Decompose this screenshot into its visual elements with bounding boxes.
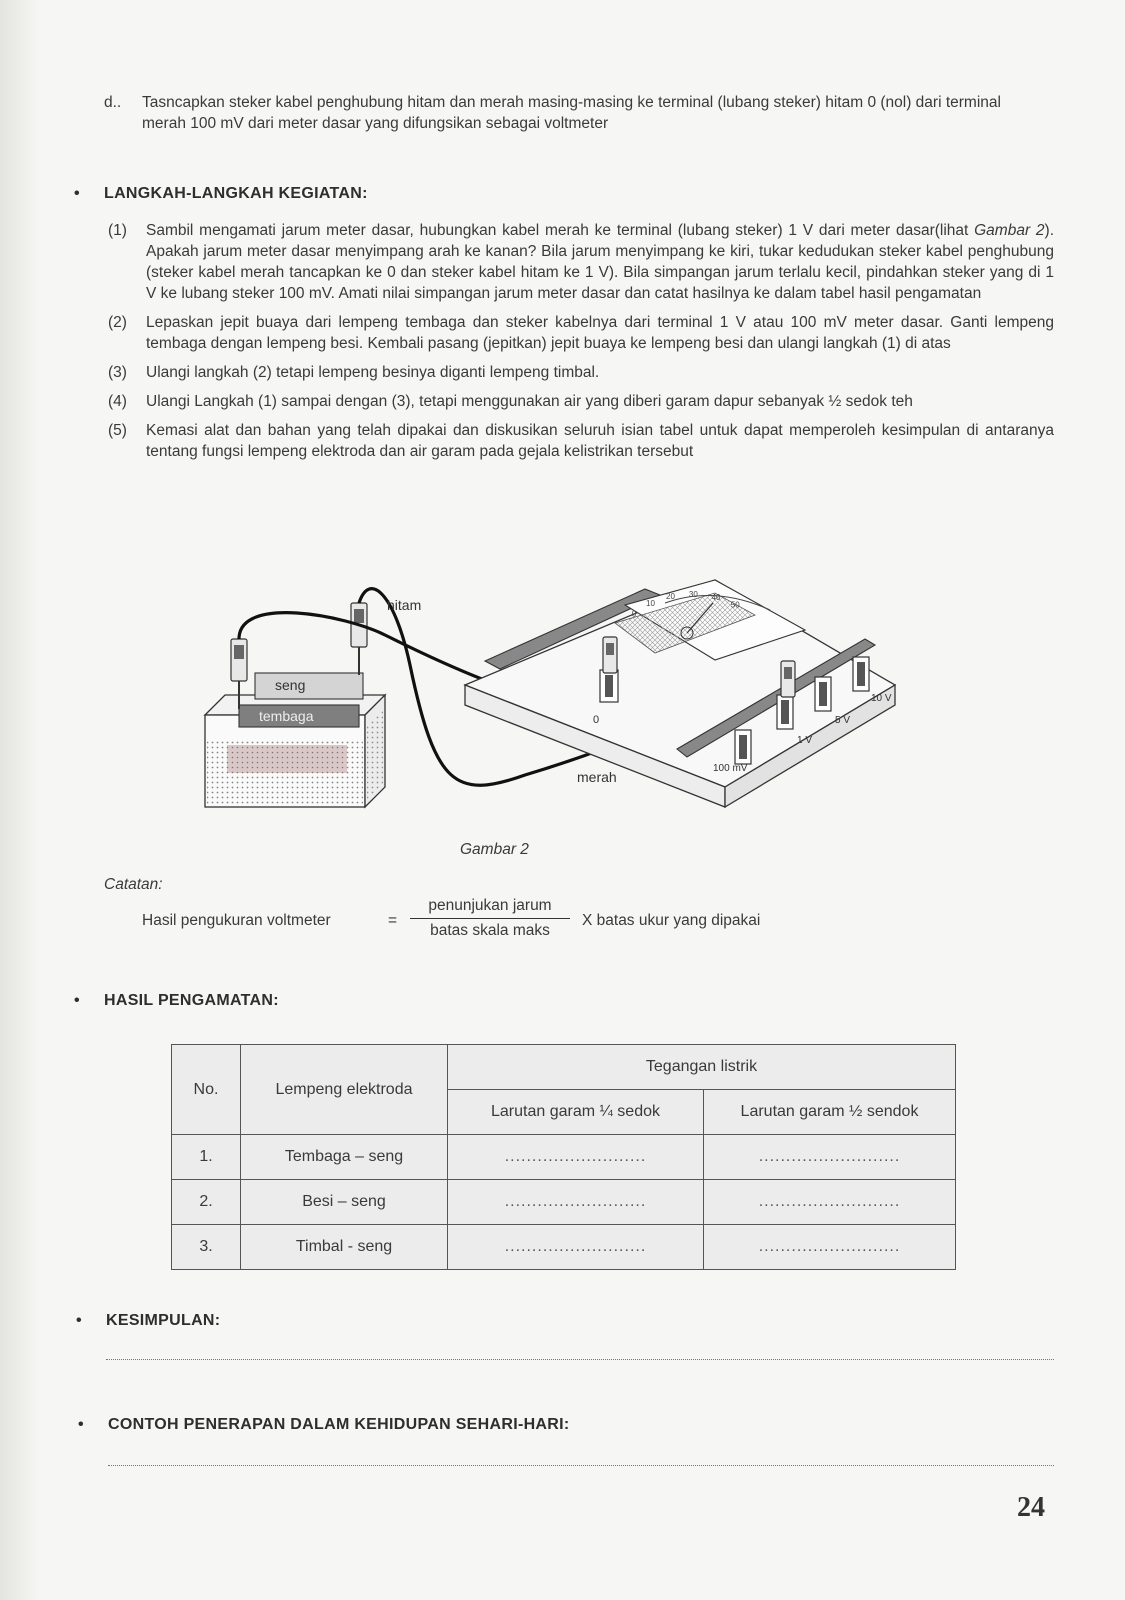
cell-v2[interactable]: .......................... [704,1180,956,1225]
table-row [172,1180,956,1225]
kesimpulan-heading-text: KESIMPULAN: [106,1312,221,1329]
figure-gambar-2 [195,575,915,835]
item-d-text: Tasncapkan steker kabel penghubung hitam dan merah masing-masing ke terminal (lubang steker) hitam 0 (nol) dari terminal merah 100 mV dari meter dasar yang difungsikan sebagai voltmeter [142,94,1001,132]
step-item [108,312,1054,354]
steps-list [108,220,1054,470]
cell-v1[interactable]: .......................... [448,1180,704,1225]
plug-red [781,661,795,697]
label-seng: seng [275,677,306,693]
bullet-dot: • [78,1416,84,1433]
penerapan-answer-line[interactable] [108,1464,1054,1466]
step-number: (1) [108,222,127,239]
cell-elektroda: Timbal - seng [241,1225,448,1270]
step-item [108,391,1054,412]
step-item [108,362,1054,383]
electrode-seng [255,673,363,699]
cell-no: 3. [172,1225,241,1270]
step-text [146,220,1054,304]
terminal-5v-label: 5 V [835,715,851,726]
formula-tail: X batas ukur yang dipakai [582,912,761,929]
col-sub-1: Larutan garam ¼ sedok [448,1090,704,1135]
bullet-dot: • [76,1312,82,1329]
bullet-dot: • [74,992,80,1009]
cell-v1[interactable]: .......................... [448,1135,704,1180]
meter-scale-label: 20 [666,592,675,602]
cell-no: 1. [172,1135,241,1180]
terminal-10v-label: 10 V [871,693,892,704]
plug-black [603,637,617,673]
cell-elektroda: Besi – seng [241,1180,448,1225]
step-text: Lepaskan jepit buaya dari lempeng tembaga dan steker kabelnya dari terminal 1 V atau 100 mV meter dasar. Ganti lempeng tembaga dengan lempeng besi. Kembali pasang (jepitkan) jepit buaya ke lempeng besi dan ulangi langkah (1) di atas [146,314,1054,352]
col-elektroda: Lempeng elektroda [241,1045,448,1135]
electrode-tembaga [239,705,359,727]
item-d [104,92,1049,134]
step-text: Ulangi langkah (2) tetapi lempeng besinya diganti lempeng timbal. [146,364,600,381]
kesimpulan-answer-line[interactable] [106,1358,1054,1360]
step-number: (2) [108,314,127,331]
item-d-marker: d.. [104,94,122,111]
label-hitam: hitam [387,597,422,613]
meter-scale-label: 30 [688,590,698,599]
page-number: 24 [1017,1492,1045,1523]
cell-elektroda: Tembaga – seng [241,1135,448,1180]
meter-scale-label: 10 [646,599,655,608]
step-text: Kemasi alat dan bahan yang telah dipakai dan diskusikan seluruh isian tabel untuk dapat memperoleh kesimpulan di antaranya tentang fungsi lempeng elektroda dan air garam pada gejala kelistrikan tersebut [146,422,1054,460]
result-table [171,1044,956,1270]
cell-v2[interactable]: .......................... [704,1135,956,1180]
label-merah: merah [577,769,617,785]
step-text-b: ). Apakah jarum meter dasar menyimpang arah ke kanan? Bila jarum menyimpang ke kiri, tukar kedudukan steker kabel penghubung (steker kabel merah tancapkan ke 0 dan steker kabel hitam ke 1 V). Bila simpangan jarum terlalu kecil, pindahkan steker yang di 1 V ke lubang steker 100 mV. Amati nilai simpangan jarum meter dasar dan catat hasilnya ke dalam tabel hasil pengamatan [146,222,1054,302]
label-tembaga: tembaga [259,708,314,724]
step-number: (3) [108,364,127,381]
meter-scale-label: 40 [711,593,721,602]
terminal-0-label: 0 [593,714,600,726]
formula-numerator: penunjukan jarum [410,897,570,919]
bullet-dot: • [74,185,80,202]
meter-scale-label: 50 [730,600,740,610]
table-row [172,1225,956,1270]
kesimpulan-heading [76,1312,221,1330]
formula-denominator: batas skala maks [430,922,550,939]
clip-right [351,603,367,675]
langkah-heading-text: LANGKAH-LANGKAH KEGIATAN: [104,185,368,202]
meter-scale-label: 0 [631,609,637,619]
terminal-1v-label: 1 V [797,735,813,746]
penerapan-heading [78,1416,570,1434]
formula-lhs: Hasil pengukuran voltmeter [142,912,331,929]
step-text-a: Sambil mengamati jarum meter dasar, hubungkan kabel merah ke terminal (lubang steker) 1 V dari meter dasar(lihat [146,222,975,239]
step-item [108,420,1054,462]
col-no: No. [172,1045,241,1135]
table-header-row [172,1045,956,1090]
penerapan-heading-text: CONTOH PENERAPAN DALAM KEHIDUPAN SEHARI-HARI: [108,1416,570,1433]
step-text-em: Gambar 2 [974,222,1045,239]
col-tegangan: Tegangan listrik [448,1045,956,1090]
langkah-heading [74,185,368,203]
hasil-heading [74,992,279,1010]
step-number: (5) [108,422,127,439]
catatan-label: Catatan: [104,876,163,893]
terminal-100mv-label: 100 mV [713,763,748,774]
formula-fraction [410,897,570,940]
cell-v1[interactable]: .......................... [448,1225,704,1270]
cell-no: 2. [172,1180,241,1225]
hasil-heading-text: HASIL PENGAMATAN: [104,992,279,1009]
step-number: (4) [108,393,127,410]
col-sub-2: Larutan garam ½ sendok [704,1090,956,1135]
formula-equals: = [388,912,398,929]
table-row [172,1135,956,1180]
cell-v2[interactable]: .......................... [704,1225,956,1270]
figure-caption: Gambar 2 [460,841,529,858]
page-gutter-shadow [0,0,40,1600]
step-text: Ulangi Langkah (1) sampai dengan (3), tetapi menggunakan air yang diberi garam dapur sebanyak ½ sedok teh [146,393,913,410]
step-item [108,220,1054,304]
